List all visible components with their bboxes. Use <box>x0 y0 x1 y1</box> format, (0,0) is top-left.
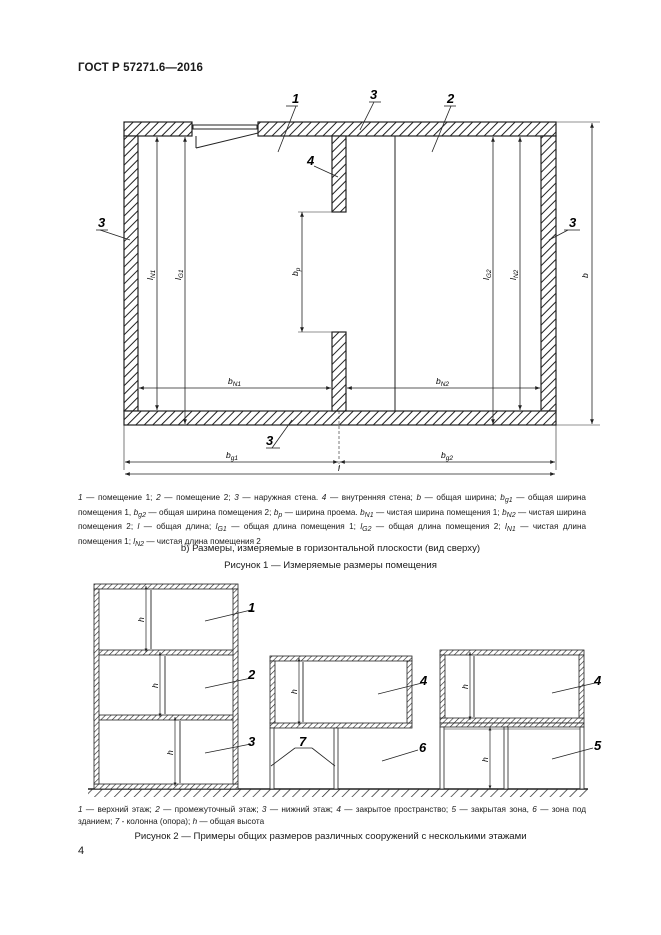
fig2-label-2: 2 <box>248 667 256 682</box>
fig2-label-5: 5 <box>594 738 602 753</box>
dim-b: b <box>580 273 590 278</box>
label-3-right: 3 <box>569 215 577 230</box>
outer-wall-bottom <box>124 411 556 425</box>
dim-lN2: $l_{N2}$ <box>508 269 520 280</box>
dim-bg2: $b_{g2}$ <box>441 450 453 462</box>
dim-l: l <box>338 463 340 473</box>
label-3-left: 3 <box>98 215 106 230</box>
fig2-dim-h5: h <box>460 684 470 689</box>
label-4: 4 <box>307 153 315 168</box>
door-swing <box>196 133 258 148</box>
outer-wall-right <box>541 136 556 411</box>
fig2-dim-h1: h <box>136 617 146 622</box>
figure-1-legend: 1 — помещение 1; 2 — помещение 2; 3 — наружная стена. 4 — внутренняя стена; b — общая ширина; bg1 — общая ширина помещения 1, bg2 — общая ширина помещения 2; bp — ширина проема. bN1 — чистая ширина помещения 1; bN2 — чистая ширина помещения 2; l — общая длина; lG1 — общая длина помещения 1; lG2 — общая длина помещения 2; lN1 — чистая длина помещения 1; lN2 — чистая длина помещения 2 <box>78 493 587 548</box>
figure-2-caption: Рисунок 2 — Примеры общих размеров различных сооружений с несколькими этажами <box>134 831 527 842</box>
column-left <box>270 728 274 789</box>
label-3-top: 3 <box>370 87 378 102</box>
fig2-label-3: 3 <box>248 734 256 749</box>
dim-bg1: $b_{g1}$ <box>226 450 238 462</box>
fig2-label-4b: 4 <box>594 673 602 688</box>
dim-lG1: $l_{G1}$ <box>173 269 185 280</box>
fig2-label-7: 7 <box>299 734 307 749</box>
fig2-label-6: 6 <box>419 740 427 755</box>
figure-2-sections <box>0 575 661 805</box>
dim-lN1: $l_{N1}$ <box>145 269 157 280</box>
fig2-dim-h6: h <box>480 757 490 762</box>
dim-lG2: $l_{G2}$ <box>481 269 493 280</box>
outer-wall-top-right <box>258 122 556 136</box>
outer-wall-top-left <box>124 122 192 136</box>
label-1: 1 <box>292 91 300 106</box>
door-leaf <box>193 125 257 129</box>
dim-bN2: $b_{N2}$ <box>436 376 450 388</box>
dim-bN1: $b_{N1}$ <box>228 376 242 388</box>
fig2-dim-h4: h <box>289 689 299 694</box>
fig2-label-1: 1 <box>248 600 256 615</box>
fig2-dim-h3: h <box>165 750 175 755</box>
figure-1-caption: Рисунок 1 — Измеряемые размеры помещения <box>224 560 437 571</box>
dim-bp: $b_p$ <box>290 267 302 276</box>
document-header: ГОСТ Р 57271.6—2016 <box>78 62 203 74</box>
outer-wall-left <box>124 136 138 411</box>
fig2-dim-h2: h <box>150 683 160 688</box>
inner-wall-upper <box>332 136 346 212</box>
figure-1-subcaption: b) Размеры, измеряемые в горизонтальной плоскости (вид сверху) <box>180 543 481 554</box>
label-3-bottom: 3 <box>266 433 274 448</box>
figure-2-legend: 1 — верхний этаж; 2 — промежуточный этаж; 3 — нижний этаж; 4 — закрытое пространство; 5 — закрытая зона, 6 — зона под зданием; 7 - колонна (опора); h — общая высота <box>78 805 586 826</box>
inner-wall-lower <box>332 332 346 411</box>
column-mid <box>334 728 338 789</box>
label-2: 2 <box>447 91 455 106</box>
ground-strip <box>88 789 588 797</box>
fig2-label-4a: 4 <box>420 673 428 688</box>
page-number: 4 <box>78 845 85 857</box>
